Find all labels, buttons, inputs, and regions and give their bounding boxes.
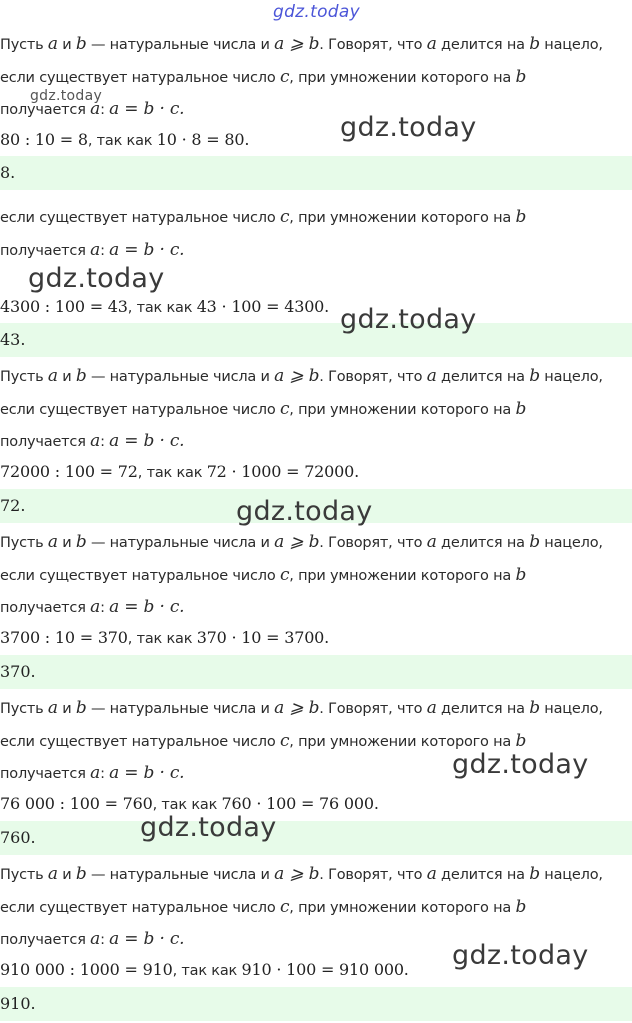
solution-line: 3700 : 10 = 370, так как 370 · 10 = 3700. bbox=[0, 628, 330, 647]
definition-line-2: если существует натуральное число c, при умножении которого на b bbox=[0, 731, 527, 751]
definition-line-2: если существует натуральное число c, при умножении которого на b bbox=[0, 897, 527, 917]
watermark: gdz.today bbox=[236, 496, 373, 527]
definition-line-1: Пусть a и b — натуральные числа и a ⩾ b. Говорят, что a делится на b нацело, bbox=[0, 698, 603, 718]
solution-line: 80 : 10 = 8, так как 10 · 8 = 80. bbox=[0, 130, 250, 149]
definition-line-1: Пусть a и b — натуральные числа и a ⩾ b. Говорят, что a делится на b нацело, bbox=[0, 532, 603, 552]
solution-line: 910 000 : 1000 = 910, так как 910 · 100 = 910 000. bbox=[0, 960, 409, 979]
watermark-small: gdz.today bbox=[30, 88, 103, 104]
definition-line-1: Пусть a и b — натуральные числа и a ⩾ b. Говорят, что a делится на b нацело, bbox=[0, 366, 603, 386]
answer-row: 8. bbox=[0, 156, 632, 190]
definition-line-3: получается a: a = b · c. bbox=[0, 99, 185, 119]
definition-line-2: если существует натуральное число c, при умножении которого на b bbox=[0, 207, 527, 227]
answer-row: 72. bbox=[0, 489, 632, 523]
answer-row: 760. bbox=[0, 821, 632, 855]
definition-line-3: получается a: a = b · c. bbox=[0, 763, 185, 783]
definition-line-2: если существует натуральное число c, при умножении которого на b bbox=[0, 565, 527, 585]
definition-line-2: если существует натуральное число c, при умножении которого на b bbox=[0, 67, 527, 87]
solution-line: 72000 : 100 = 72, так как 72 · 1000 = 72000. bbox=[0, 462, 359, 481]
watermark: gdz.today bbox=[452, 940, 589, 971]
watermark: gdz.today bbox=[452, 749, 589, 780]
answer-row: 43. bbox=[0, 323, 632, 357]
definition-line-3: получается a: a = b · c. bbox=[0, 240, 185, 260]
watermark: gdz.today bbox=[340, 304, 477, 335]
solution-line: 76 000 : 100 = 760, так как 760 · 100 = 76 000. bbox=[0, 794, 379, 813]
definition-line-3: получается a: a = b · c. bbox=[0, 929, 185, 949]
definition-line-3: получается a: a = b · c. bbox=[0, 597, 185, 617]
answer-row: 370. bbox=[0, 655, 632, 689]
watermark: gdz.today bbox=[140, 812, 277, 843]
definition-line-1: Пусть a и b — натуральные числа и a ⩾ b. Говорят, что a делится на b нацело, bbox=[0, 34, 603, 54]
solution-line: 4300 : 100 = 43, так как 43 · 100 = 4300. bbox=[0, 297, 330, 316]
definition-line-1: Пусть a и b — натуральные числа и a ⩾ b. Говорят, что a делится на b нацело, bbox=[0, 864, 603, 884]
watermark-top: gdz.today bbox=[273, 2, 360, 22]
definition-line-2: если существует натуральное число c, при умножении которого на b bbox=[0, 399, 527, 419]
definition-line-3: получается a: a = b · c. bbox=[0, 431, 185, 451]
watermark: gdz.today bbox=[28, 263, 165, 294]
watermark: gdz.today bbox=[340, 112, 477, 143]
answer-row: 910. bbox=[0, 987, 632, 1021]
